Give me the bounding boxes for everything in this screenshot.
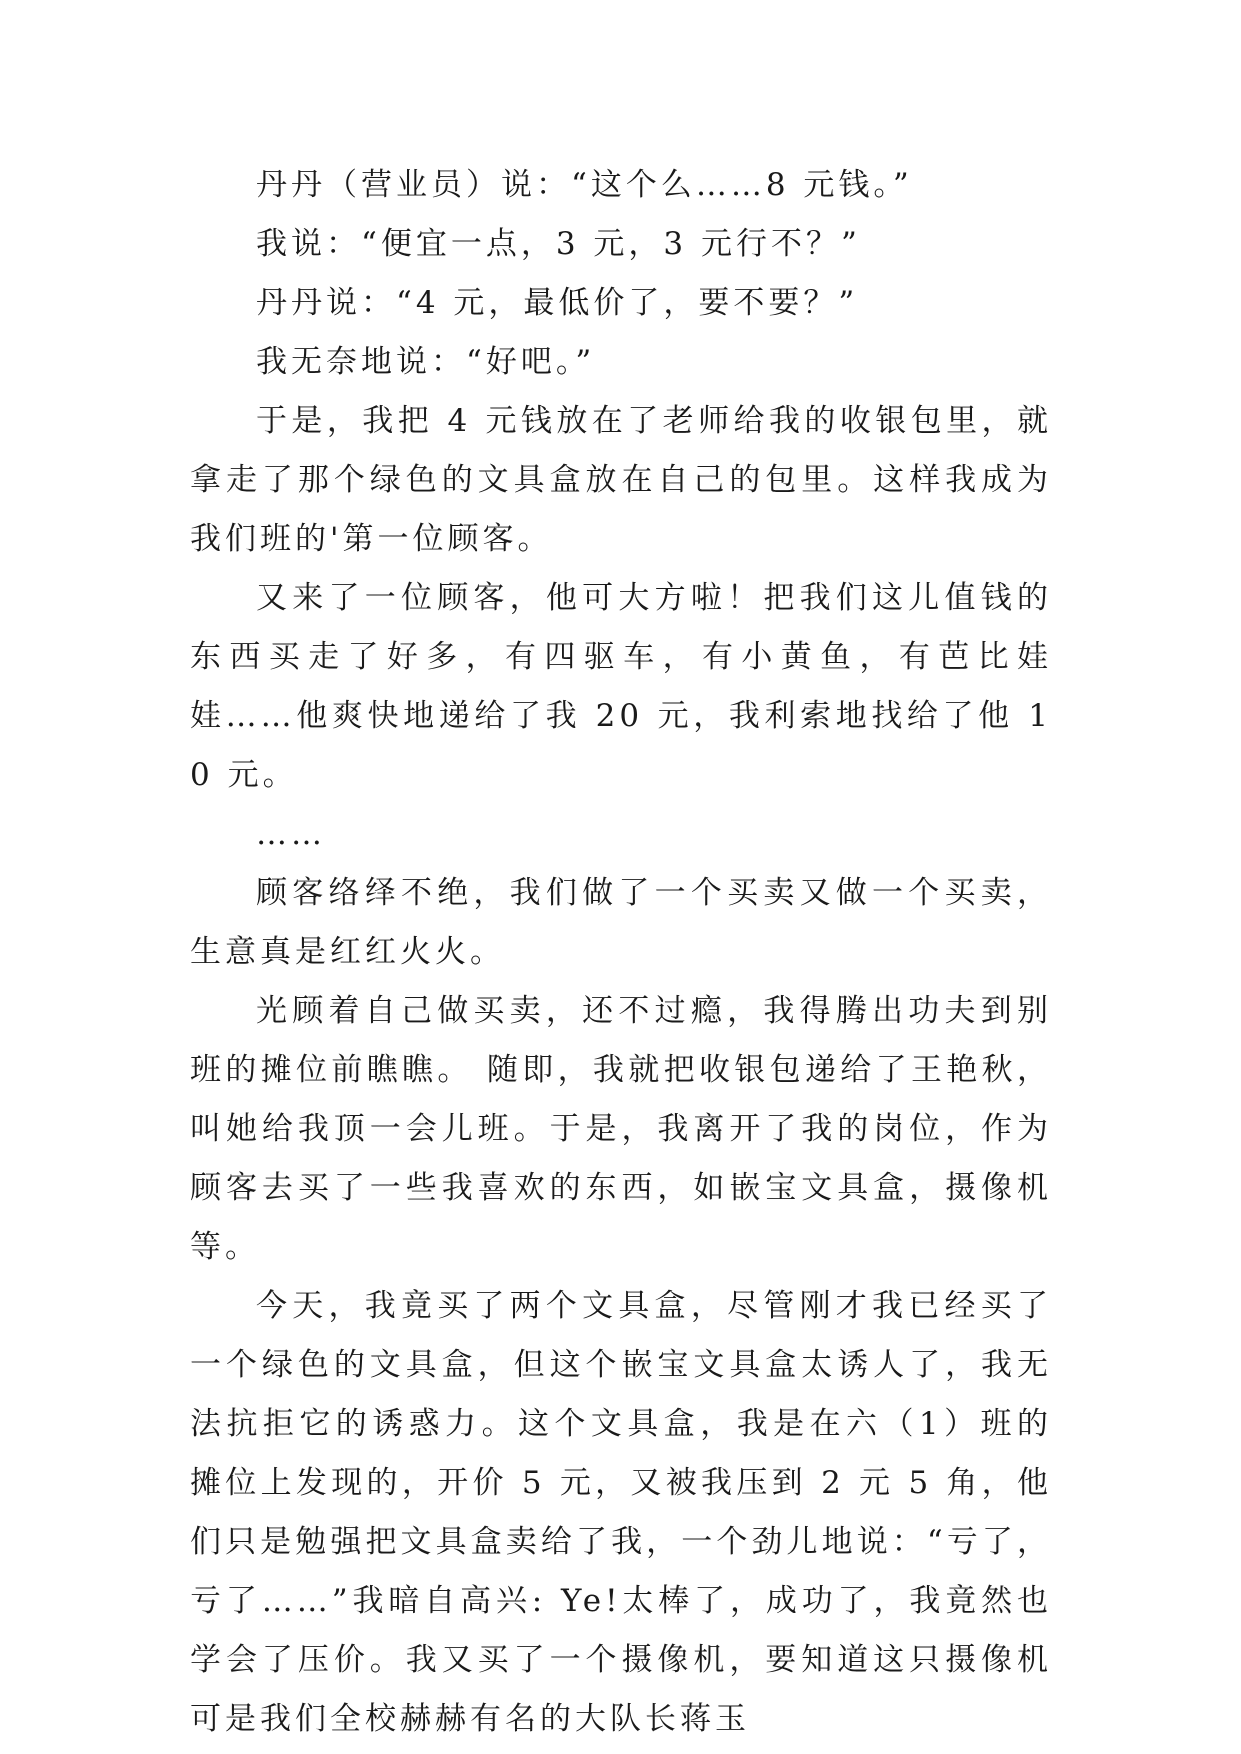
paragraph: 光顾着自己做买卖，还不过瘾，我得腾出功夫到别班的摊位前瞧瞧。 随即，我就把收银包递给了王艳秋，叫她给我顶一会儿班。于是，我离开了我的岗位，作为顾客去买了一些我喜欢的东西，如嵌宝文具盒，摄像机等。 — [190, 993, 1052, 1265]
paragraph: 我说：“便宜一点，3 元，3 元行不？” — [256, 226, 861, 262]
paragraph: 又来了一位顾客，他可大方啦！把我们这儿值钱的东西买走了好多，有四驱车，有小黄鱼，有芭比娃娃……他爽快地递给了我 20 元，我利索地找给了他 10 元。 — [190, 580, 1052, 793]
paragraph: 于是，我把 4 元钱放在了老师给我的收银包里，就拿走了那个绿色的文具盒放在自己的包里。这样我成为我们班的'第一位顾客。 — [190, 403, 1052, 557]
paragraph: 顾客络绎不绝，我们做了一个买卖又做一个买卖，生意真是红红火火。 — [190, 875, 1052, 970]
paragraph: 今天，我竟买了两个文具盒，尽管刚才我已经买了一个绿色的文具盒，但这个嵌宝文具盒太诱人了，我无法抗拒它的诱惑力。这个文具盒，我是在六（1）班的摊位上发现的，开价 5 元，又被我压到 2 元 5 角，他们只是勉强把文具盒卖给了我，一个劲儿地说：“亏了，亏了……”我暗自高兴: Ye!太棒了，成功了，我竟然也学会了压价。我又买了一个摄像机，要知道这只摄像机可是我们全校赫赫有名的大队长蒋玉 — [190, 1288, 1052, 1737]
paragraph: 我无奈地说：“好吧。” — [256, 344, 596, 380]
body-text — [190, 156, 1052, 1749]
paragraph: 丹丹（营业员）说：“这个么……8 元钱。” — [256, 167, 913, 203]
paragraph: …… — [256, 816, 326, 852]
paragraph: 丹丹说：“4 元，最低价了，要不要？” — [256, 285, 859, 321]
